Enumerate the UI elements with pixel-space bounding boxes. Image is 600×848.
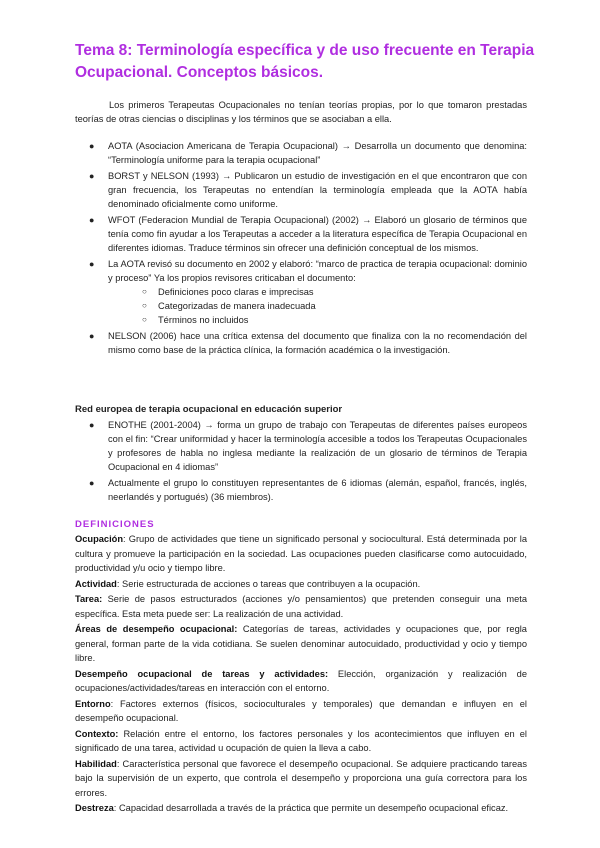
definitions-heading: DEFINICIONES [75, 519, 155, 530]
bullet-icon: ● [89, 331, 95, 341]
bullet-icon: ● [89, 215, 95, 225]
circle-bullet-icon: ○ [142, 287, 147, 296]
bullet-icon: ● [89, 141, 95, 151]
sub-bullet-list [108, 285, 527, 327]
definition-text: Categorías de tareas, actividades y ocupaciones que, por regla general, forman parte de la vida cotidiana. Se suelen denominar autocuidado, productividad y ocio y tiempo libre. [75, 624, 527, 663]
definition-text: Factores externos (físicos, socioculturales y temporales) que demandan e influyen en el desempeño ocupacional. [75, 698, 527, 723]
definition-item [75, 592, 527, 621]
definition-item: Ocupación: Grupo de actividades que tiene un significado personal y sociocultural. Está determinada por la cultura y promueve la participación en la sociedad. Las ocupaciones pueden clasificarse como autocuidado, productividad y/u ocio y tiempo libre. [75, 534, 527, 573]
definition-term: Áreas de desempeño ocupacional: [75, 624, 238, 634]
definition-text: Capacidad desarrollada a través de la práctica que permite un desempeño ocupacional eficaz. [118, 803, 509, 813]
sub-list-item: ○ Categorizadas de manera inadecuada [142, 301, 316, 311]
sub-list-item: ○ Términos no incluidos [142, 315, 249, 325]
definition-item [75, 667, 527, 696]
bullet-icon: ● [89, 420, 95, 430]
definitions-list [75, 532, 527, 817]
definition-text: Serie estructurada de acciones o tareas que contribuyen a la ocupación. [122, 578, 421, 589]
definition-term: Destreza [75, 803, 114, 813]
definition-text: Elección, organización y realización de ocupaciones/actividades/tareas en interacción con el entorno. [75, 668, 527, 693]
sub-list-item: ○ Definiciones poco claras e imprecisas [142, 287, 314, 297]
definition-text: Grupo de actividades que tiene un significado personal y sociocultural. Está determinada por la cultura y promueve la participación en la sociedad. Las ocupaciones pueden clasificarse como autocuidado, productividad y/u ocio y tiempo libre. [75, 534, 527, 573]
enothe-bullet-list [75, 418, 527, 506]
definition-item: Actividad: Serie estructurada de acciones o tareas que contribuyen a la ocupación. [75, 578, 421, 589]
definition-item [75, 727, 527, 756]
bullet-icon: ● [89, 259, 95, 269]
list-item: ● Actualmente el grupo lo constituyen representantes de 6 idiomas (alemán, español, francés, inglés, neerlandés y portugués) (36 miembros). [89, 478, 527, 502]
history-bullet-list [75, 139, 527, 359]
intro-paragraph: Los primeros Terapeutas Ocupacionales no tenían teorías propias, por lo que tomaron prestadas teorías de otras ciencias o disciplinas y los términos que se asociaban a ella. [75, 100, 527, 124]
definition-text: Serie de pasos estructurados (acciones y/o pensamientos) que pretenden conseguir una meta específica. Esta meta puede ser: La realización de una actividad. [75, 594, 527, 619]
section-heading: Red europea de terapia ocupacional en educación superior [75, 404, 343, 415]
list-item: ● AOTA (Asociacion Americana de Terapia Ocupacional) → Desarrolla un documento que denomina: “Terminología uniforme para la terapia ocupacional” [89, 141, 527, 165]
circle-bullet-icon: ○ [142, 315, 147, 324]
list-item: ● ENOTHE (2001-2004) → forma un grupo de trabajo con Terapeutas de diferentes países europeos con el fin: “Crear uniformidad y hacer la terminología accesible a todos los Terapeutas Ocupacionales y profesores de habla no inglesa mediante la realización de un glosario de términos de Terapia Ocupacional en 4 idiomas” [89, 420, 527, 472]
circle-bullet-icon: ○ [142, 301, 147, 310]
bullet-icon: ● [89, 478, 95, 488]
definition-term: Entorno [75, 698, 111, 709]
definition-text: Característica personal que favorece el desempeño ocupacional. Se adquiere practicando tareas bajo la supervisión de un experto, que controla el desempeño y proporciona una guía correctora para los errores. [75, 758, 527, 798]
page-title: Tema 8: Terminología específica y de uso frecuente en Terapia Ocupacional. Conceptos básicos. [75, 42, 535, 81]
definition-item [75, 622, 527, 666]
definition-item: Habilidad: Característica personal que favorece el desempeño ocupacional. Se adquiere practicando tareas bajo la supervisión de un experto, que controla el desempeño y proporciona una guía correctora para los errores. [75, 758, 527, 798]
definition-term: Ocupación [75, 534, 124, 544]
bullet-icon: ● [89, 171, 95, 181]
definition-term: Actividad [75, 578, 117, 589]
list-item: ● La AOTA revisó su documento en 2002 y elaboró: “marco de practica de terapia ocupacional: dominio y proceso” Ya los propios revisores criticaban el documento: ○ Definiciones poco claras e imprecisas ○ Categorizadas de manera inadecuada ○ Términos no incluidos [89, 259, 527, 325]
list-item: ● NELSON (2006) hace una crítica extensa del documento que finaliza con la no recomendación del mismo como base de la práctica clínica, la formación académica o la investigación. [89, 331, 527, 355]
definition-item: Entorno: Factores externos (físicos, socioculturales y temporales) que demandan e influyen en el desempeño ocupacional. [75, 698, 527, 723]
definition-text: Relación entre el entorno, los factores personales y los acontecimientos que influyen en el significado de una tarea, actividad u ocupación de quien la lleva a cabo. [75, 728, 527, 753]
definition-term: Desempeño ocupacional de tareas y actividades: [75, 668, 329, 679]
list-item: ● BORST y NELSON (1993) → Publicaron un estudio de investigación en el que encontraron que con gran frecuencia, los Terapeutas no entendían la terminología empleada que la AOTA había denominado oficialmente como uniforme. [89, 171, 527, 209]
definition-term: Habilidad [75, 758, 117, 769]
definition-term: Tarea: [75, 594, 103, 604]
definition-item: Destreza: Capacidad desarrollada a través de la práctica que permite un desempeño ocupacional eficaz. [75, 803, 509, 813]
list-item: ● WFOT (Federacion Mundial de Terapia Ocupacional) (2002) → Elaboró un glosario de términos que tenía como fin ayudar a los Terapeutas a acceder a la literatura específica de Terapia Ocupacional en diferentes idiomas. Traduce términos sin ofrecer una definición conceptual de los mismos. [89, 215, 527, 253]
definition-term: Contexto: [75, 728, 119, 739]
